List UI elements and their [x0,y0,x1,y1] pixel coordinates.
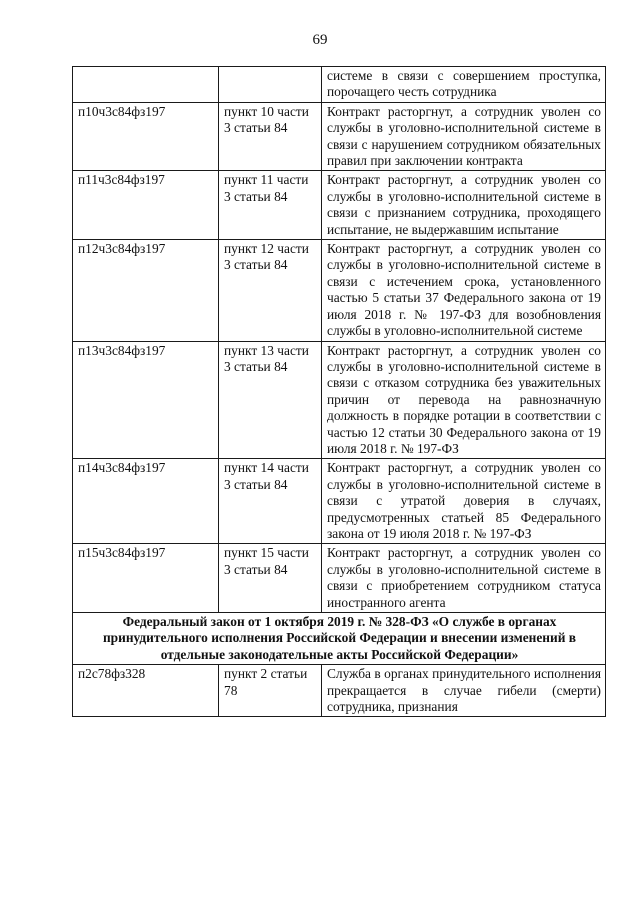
code-cell: п10ч3с84фз197 [73,102,219,171]
table-row [73,544,606,613]
description-cell: Контракт расторгнут, а сотрудник уволен со службы в уголовно-исполнительной системе в связи с отказом сотрудника без уважительных причин от перевода на равнозначную должность в порядке ротации в соответствии с частью 12 статьи 30 Федерального закона от 19 июля 2018 г. № 197-ФЗ [322,341,606,459]
law-section-header-row [73,613,606,665]
description-cell: Контракт расторгнут, а сотрудник уволен со службы в уголовно-исполнительной системе в связи с утратой доверия в случаях, предусмотренных статьей 85 Федерального закона от 19 июля 2018 г. № 197-ФЗ [322,459,606,544]
description-cell: Контракт расторгнут, а сотрудник уволен со службы в уголовно-исполнительной системе в связи с нарушением сотрудником обязательных правил при заключении контракта [322,102,606,171]
table-row [73,240,606,341]
reference-cell: пункт 12 части 3 статьи 84 [219,240,322,341]
code-cell: п13ч3с84фз197 [73,341,219,459]
reference-cell: пункт 15 части 3 статьи 84 [219,544,322,613]
reference-cell: пункт 14 части 3 статьи 84 [219,459,322,544]
page-number: 69 [312,32,328,48]
code-cell [73,67,219,103]
reference-cell: пункт 11 части 3 статьи 84 [219,171,322,240]
code-cell: п12ч3с84фз197 [73,240,219,341]
code-cell: п15ч3с84фз197 [73,544,219,613]
code-cell: п2с78фз328 [73,665,219,717]
code-cell: п14ч3с84фз197 [73,459,219,544]
code-cell: п11ч3с84фз197 [73,171,219,240]
table-row [73,102,606,171]
reference-cell: пункт 13 части 3 статьи 84 [219,341,322,459]
law-section-header: Федеральный закон от 1 октября 2019 г. № 328-ФЗ «О службе в органах принудительного исполнения Российской Федерации и внесении изменений в отдельные законодательные акты Российской Федерации» [73,613,606,665]
table-row [73,665,606,717]
description-cell: Контракт расторгнут, а сотрудник уволен со службы в уголовно-исполнительной системе в связи с признанием сотрудника, проходящего испытание, не выдержавшим испытание [322,171,606,240]
table-row [73,341,606,459]
description-cell: Контракт расторгнут, а сотрудник уволен со службы в уголовно-исполнительной системе в связи с истечением срока, установленного частью 5 статьи 37 Федерального закона от 19 июля 2018 г. № 197-ФЗ для возобновления службы в уголовно-исполнительной системе [322,240,606,341]
table-row [73,67,606,103]
codes-table [72,66,606,717]
description-cell: Контракт расторгнут, а сотрудник уволен со службы в уголовно-исполнительной системе в связи с приобретением сотрудником статуса иностранного агента [322,544,606,613]
reference-cell [219,67,322,103]
description-cell: Служба в органах принудительного исполнения прекращается в случае гибели (смерти) сотрудника, признания [322,665,606,717]
table-row [73,171,606,240]
reference-cell: пункт 2 статьи 78 [219,665,322,717]
reference-cell: пункт 10 части 3 статьи 84 [219,102,322,171]
description-cell: системе в связи с совершением проступка, порочащего честь сотрудника [322,67,606,103]
table-row [73,459,606,544]
